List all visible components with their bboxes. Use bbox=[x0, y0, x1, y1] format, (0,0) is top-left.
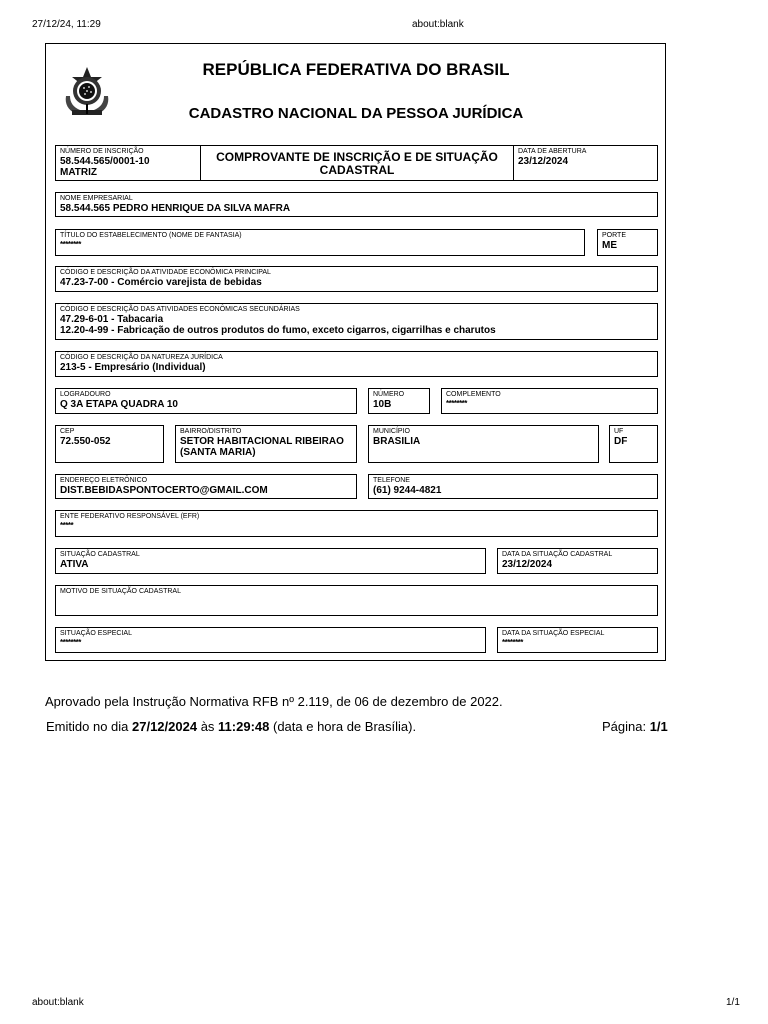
titulo-estabelecimento-value: ******** bbox=[60, 240, 81, 249]
pagina-value: 1/1 bbox=[649, 719, 668, 734]
comprovante-line2: CADASTRAL bbox=[319, 163, 395, 177]
efr-box bbox=[55, 510, 658, 537]
natureza-juridica-value: 213-5 - Empresário (Individual) bbox=[60, 362, 206, 373]
data-situacao-especial-value: ******** bbox=[502, 638, 523, 647]
bairro-label: BAIRRO/DISTRITO bbox=[180, 428, 242, 435]
atividade-principal-label: CÓDIGO E DESCRIÇÃO DA ATIVIDADE ECONÔMICA PRINCIPAL bbox=[60, 269, 271, 276]
data-situacao-value: 23/12/2024 bbox=[502, 559, 553, 570]
telefone-label: TELEFONE bbox=[373, 477, 410, 484]
data-situacao-especial-box bbox=[497, 627, 658, 653]
efr-label: ENTE FEDERATIVO RESPONSÁVEL (EFR) bbox=[60, 513, 200, 520]
motivo-situacao-box bbox=[55, 585, 658, 616]
atividade-principal-value: 47.23-7-00 - Comércio varejista de bebidas bbox=[60, 277, 262, 288]
emitido-date: 27/12/2024 bbox=[132, 719, 198, 734]
data-situacao-especial-label: DATA DA SITUAÇÃO ESPECIAL bbox=[502, 630, 605, 637]
natureza-juridica-box bbox=[55, 351, 658, 377]
brazil-coat-of-arms-icon bbox=[60, 66, 114, 120]
numero-label: NÚMERO bbox=[373, 391, 405, 398]
telefone-value: (61) 9244-4821 bbox=[373, 485, 442, 496]
bairro-line1: SETOR HABITACIONAL RIBEIRAO bbox=[180, 436, 344, 447]
numero-inscricao-label: NÚMERO DE INSCRIÇÃO bbox=[60, 148, 144, 155]
comprovante-box bbox=[200, 145, 514, 181]
browser-footer-url: about:blank bbox=[32, 997, 84, 1008]
browser-page-title: about:blank bbox=[412, 19, 464, 30]
emitido-suffix: (data e hora de Brasília). bbox=[269, 719, 417, 734]
natureza-juridica-label: CÓDIGO E DESCRIÇÃO DA NATUREZA JURÍDICA bbox=[60, 354, 223, 361]
data-abertura-box bbox=[513, 145, 658, 181]
efr-value: ***** bbox=[60, 521, 74, 530]
cep-label: CEP bbox=[60, 428, 75, 435]
data-situacao-box bbox=[497, 548, 658, 574]
logradouro-label: LOGRADOURO bbox=[60, 391, 111, 398]
motivo-situacao-label: MOTIVO DE SITUAÇÃO CADASTRAL bbox=[60, 588, 181, 595]
emitido-note bbox=[46, 719, 416, 734]
cep-box bbox=[55, 425, 164, 463]
data-abertura-label: DATA DE ABERTURA bbox=[518, 148, 587, 155]
atividades-secundarias-box bbox=[55, 303, 658, 340]
email-label: ENDEREÇO ELETRÔNICO bbox=[60, 477, 148, 484]
municipio-box bbox=[368, 425, 599, 463]
cep-value: 72.550-052 bbox=[60, 436, 111, 447]
uf-value: DF bbox=[614, 436, 628, 447]
porte-value: ME bbox=[602, 240, 617, 251]
nome-empresarial-box bbox=[55, 192, 658, 217]
nome-empresarial-value: 58.544.565 PEDRO HENRIQUE DA SILVA MAFRA bbox=[60, 203, 291, 214]
pagina-note bbox=[602, 719, 668, 734]
atividade-principal-box bbox=[55, 266, 658, 292]
complemento-value: ******** bbox=[446, 399, 467, 408]
numero-inscricao-box bbox=[55, 145, 201, 181]
porte-box bbox=[597, 229, 658, 256]
uf-label: UF bbox=[614, 428, 624, 435]
bairro-box bbox=[175, 425, 357, 463]
situacao-especial-box bbox=[55, 627, 486, 653]
document-title: REPÚBLICA FEDERATIVA DO BRASIL bbox=[202, 60, 510, 79]
emitido-mid: às bbox=[197, 719, 219, 734]
comprovante-line1: COMPROVANTE DE INSCRIÇÃO E DE SITUAÇÃO bbox=[216, 150, 498, 164]
municipio-value: BRASILIA bbox=[373, 436, 421, 447]
telefone-box bbox=[368, 474, 658, 499]
browser-datetime: 27/12/24, 11:29 bbox=[32, 19, 101, 30]
aprovado-note: Aprovado pela Instrução Normativa RFB nº 2.119, de 06 de dezembro de 2022. bbox=[45, 694, 503, 709]
numero-value: 10B bbox=[373, 399, 392, 410]
situacao-cadastral-value: ATIVA bbox=[60, 559, 89, 570]
emitido-time: 11:29:48 bbox=[218, 719, 270, 734]
situacao-especial-value: ******** bbox=[60, 638, 81, 647]
situacao-especial-label: SITUAÇÃO ESPECIAL bbox=[60, 630, 132, 637]
email-value: DIST.BEBIDASPONTOCERTO@GMAIL.COM bbox=[60, 485, 268, 496]
porte-label: PORTE bbox=[602, 232, 626, 239]
atividade-secundaria-2: 12.20-4-99 - Fabricação de outros produtos do fumo, exceto cigarros, cigarrilhas e charutos bbox=[60, 325, 496, 336]
data-situacao-label: DATA DA SITUAÇÃO CADASTRAL bbox=[502, 551, 613, 558]
numero-box bbox=[368, 388, 430, 414]
document-subtitle: CADASTRO NACIONAL DA PESSOA JURÍDICA bbox=[188, 105, 524, 122]
situacao-cadastral-label: SITUAÇÃO CADASTRAL bbox=[60, 551, 140, 558]
bairro-line2: (SANTA MARIA) bbox=[180, 447, 256, 458]
titulo-estabelecimento-box bbox=[55, 229, 585, 256]
complemento-label: COMPLEMENTO bbox=[446, 391, 501, 398]
pagina-label: Página: bbox=[602, 719, 650, 734]
uf-box bbox=[609, 425, 658, 463]
atividade-secundaria-1: 47.29-6-01 - Tabacaria bbox=[60, 314, 164, 325]
logradouro-value: Q 3A ETAPA QUADRA 10 bbox=[60, 399, 178, 410]
situacao-cadastral-box bbox=[55, 548, 486, 574]
municipio-label: MUNICÍPIO bbox=[373, 428, 410, 435]
numero-inscricao-type: MATRIZ bbox=[60, 167, 98, 178]
browser-footer-page: 1/1 bbox=[726, 997, 740, 1008]
atividades-secundarias-label: CÓDIGO E DESCRIÇÃO DAS ATIVIDADES ECONÔMICAS SECUNDÁRIAS bbox=[60, 306, 300, 313]
logradouro-box bbox=[55, 388, 357, 414]
titulo-estabelecimento-label: TÍTULO DO ESTABELECIMENTO (NOME DE FANTASIA) bbox=[60, 232, 242, 239]
nome-empresarial-label: NOME EMPRESARIAL bbox=[60, 195, 133, 202]
numero-inscricao-value: 58.544.565/0001-10 bbox=[60, 156, 150, 167]
complemento-box bbox=[441, 388, 658, 414]
email-box bbox=[55, 474, 357, 499]
emitido-prefix: Emitido no dia bbox=[46, 719, 132, 734]
data-abertura-value: 23/12/2024 bbox=[518, 156, 569, 167]
